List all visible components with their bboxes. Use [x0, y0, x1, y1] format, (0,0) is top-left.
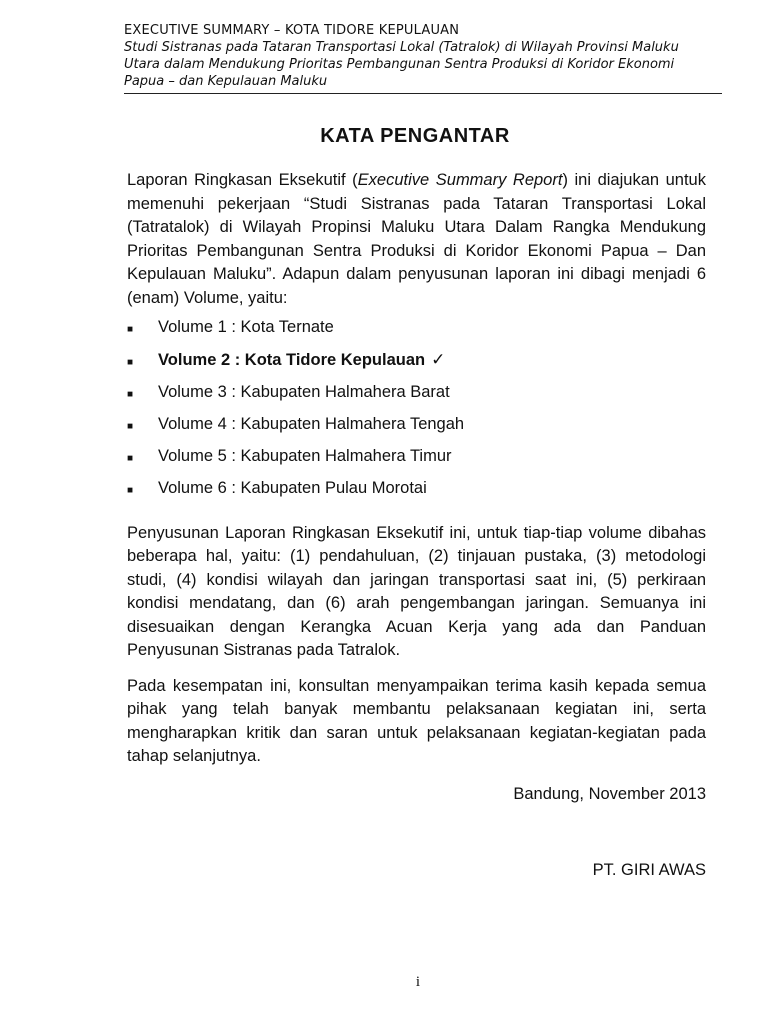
checkmark-icon: ✓: [431, 350, 446, 370]
volume-list: [127, 316, 706, 510]
square-bullet-icon: [127, 383, 158, 407]
body-paragraph-2: Penyusunan Laporan Ringkasan Eksekutif ini, untuk tiap-tiap volume dibahas beberapa hal, yaitu: (1) pendahuluan, (2) tinjauan pustaka, (3) metodologi studi, (4) kondisi wilayah dan jaringan transportasi saat ini, (5) perkiraan kondisi mendatang, dan (6) arah pengembangan jaringan. Semuanya ini disesuaikan dengan Kerangka Acuan Kerja yang ada dan Panduan Penyusunan Sistranas pada Tatralok.: [127, 523, 706, 660]
list-item: [127, 348, 706, 380]
list-item: [127, 477, 706, 509]
intro-paragraph: [127, 169, 706, 310]
square-bullet-icon: [127, 415, 158, 439]
square-bullet-icon: [127, 318, 158, 342]
volume-label: Volume 4 : Kabupaten Halmahera Tengah: [158, 414, 465, 433]
square-bullet-icon: [127, 447, 158, 471]
volume-label: Volume 6 : Kabupaten Pulau Morotai: [158, 479, 427, 498]
intro-italic-term: Executive Summary Report: [357, 171, 563, 189]
body-paragraph-3: Pada kesempatan ini, konsultan menyampaikan terima kasih kepada semua pihak yang telah banyak membantu pelaksanaan kegiatan ini, serta mengharapkan kritik dan saran untuk pelaksanaan kegiatan-kegiatan pada tahap selanjutnya.: [127, 676, 706, 766]
square-bullet-icon: [127, 479, 158, 503]
header-subtitle-line-3: Papua – dan Kepulauan Maluku: [124, 74, 328, 89]
company-name: PT. GIRI AWAS: [592, 861, 706, 880]
document-body: [127, 169, 706, 883]
volume-label: Volume 2 : Kota Tidore Kepulauan: [158, 351, 426, 370]
page-title: KATA PENGANTAR: [320, 125, 510, 147]
intro-text-start: Laporan Ringkasan Eksekutif (: [127, 171, 358, 189]
header-title: EXECUTIVE SUMMARY – KOTA TIDORE KEPULAUAN: [124, 23, 460, 38]
list-item: [127, 381, 706, 413]
header-subtitle-line-2: Utara dalam Mendukung Prioritas Pembangunan Sentra Produksi di Koridor Ekonomi: [124, 57, 675, 72]
volume-label: Volume 1 : Kota Ternate: [158, 318, 334, 336]
header-subtitle-line-1: Studi Sistranas pada Tataran Transportasi Lokal (Tatralok) di Wilayah Provinsi Maluku: [124, 40, 679, 55]
list-item: [127, 445, 706, 477]
volume-label: Volume 3 : Kabupaten Halmahera Barat: [158, 382, 450, 401]
list-item: [127, 413, 706, 445]
page-number: i: [415, 974, 421, 990]
intro-text-end: ) ini diajukan untuk memenuhi pekerjaan “Studi Sistranas pada Tataran Transportasi Lokal (Tatratalok) di Wilayah Propinsi Maluku Utara Dalam Rangka Mendukung Prioritas Pembangunan Sentra Produksi di Koridor Ekonomi Papua – Dan Kepulauan Maluku”. Adapun dalam penyusunan laporan ini dibagi menjadi 6 (enam) Volume, yaitu:: [127, 171, 706, 307]
square-bullet-icon: [127, 351, 158, 375]
volume-label: Volume 5 : Kabupaten Halmahera Timur: [158, 447, 452, 466]
running-header: [124, 22, 722, 94]
list-item: [127, 316, 706, 348]
closing-place-date: Bandung, November 2013: [513, 784, 706, 803]
